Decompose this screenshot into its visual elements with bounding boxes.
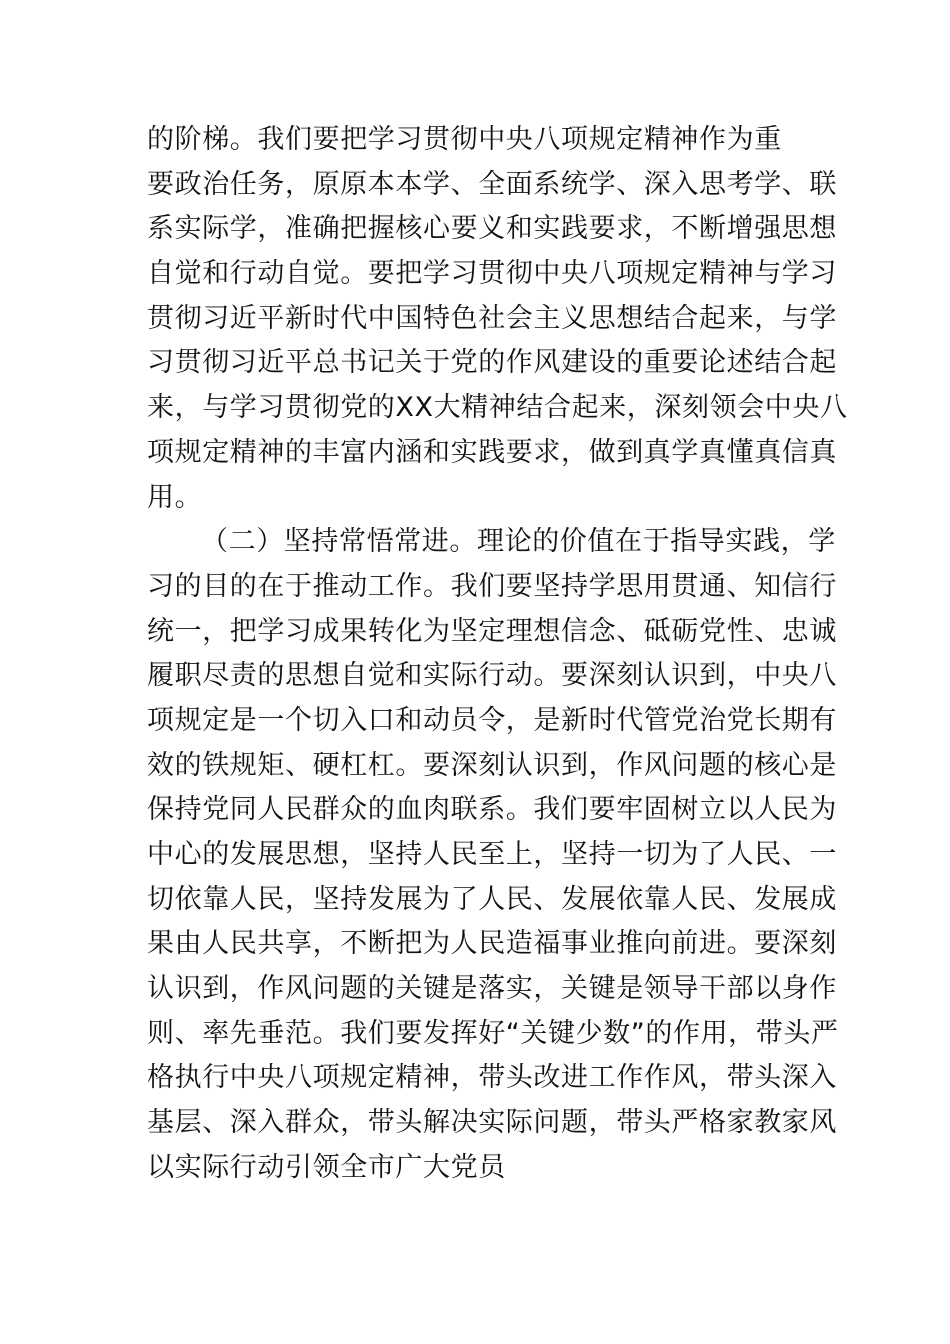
text-line: 贯彻习近平新时代中国特色社会主义思想结合起来，与学 <box>147 302 837 334</box>
text-line: 习的目的在于推动工作。我们要坚持学思用贯通、知信行 <box>147 570 837 602</box>
text-line: 果由人民共享，不断把为人民造福事业推向前进。要深刻 <box>147 928 837 960</box>
text-line: 则、率先垂范。我们要发挥好“关键少数”的作用，带头严 <box>147 1017 839 1049</box>
text-line: 自觉和行动自觉。要把学习贯彻中央八项规定精神与学习 <box>147 258 837 290</box>
text-line: 效的铁规矩、硬杠杠。要深刻认识到，作风问题的核心是 <box>147 749 837 781</box>
body-text <box>147 118 848 1191</box>
text-line: 项规定是一个切入口和动员令，是新时代管党治党长期有 <box>147 704 837 736</box>
text-line: 格执行中央八项规定精神，带头改进工作作风，带头深入 <box>147 1062 837 1094</box>
text-line: 基层、深入群众，带头解决实际问题，带头严格家教家风 <box>147 1107 837 1139</box>
text-line: 切依靠人民，坚持发展为了人民、发展依靠人民、发展成 <box>147 883 837 915</box>
text-line: 系实际学，准确把握核心要义和实践要求，不断增强思想 <box>147 213 837 245</box>
text-line: 保持党同人民群众的血肉联系。我们要牢固树立以人民为 <box>147 794 837 826</box>
text-line: 认识到，作风问题的关键是落实，关键是领导干部以身作 <box>147 973 837 1005</box>
text-line: 的阶梯。我们要把学习贯彻中央八项规定精神作为重 <box>147 124 782 155</box>
text-line: 用。 <box>147 481 203 513</box>
text-line: 习贯彻习近平总书记关于党的作风建设的重要论述结合起 <box>147 347 837 379</box>
text-line: 要政治任务，原原本本学、全面系统学、深入思考学、联 <box>147 168 837 200</box>
text-line: 项规定精神的丰富内涵和实践要求，做到真学真懂真信真 <box>147 436 837 468</box>
text-line: 以实际行动引领全市广大党员 <box>147 1151 506 1183</box>
text-line: 统一，把学习成果转化为坚定理想信念、砥砺党性、忠诚 <box>147 615 837 647</box>
text-line: 履职尽责的思想自觉和实际行动。要深刻认识到，中央八 <box>147 660 837 692</box>
text-line: 中心的发展思想，坚持人民至上，坚持一切为了人民、一 <box>147 839 837 870</box>
section-heading-line: （二）坚持常悟常进。理论的价值在于指导实践，学 <box>201 526 836 558</box>
text-line: 来，与学习贯彻党的XX大精神结合起来，深刻领会中央八 <box>147 392 848 424</box>
